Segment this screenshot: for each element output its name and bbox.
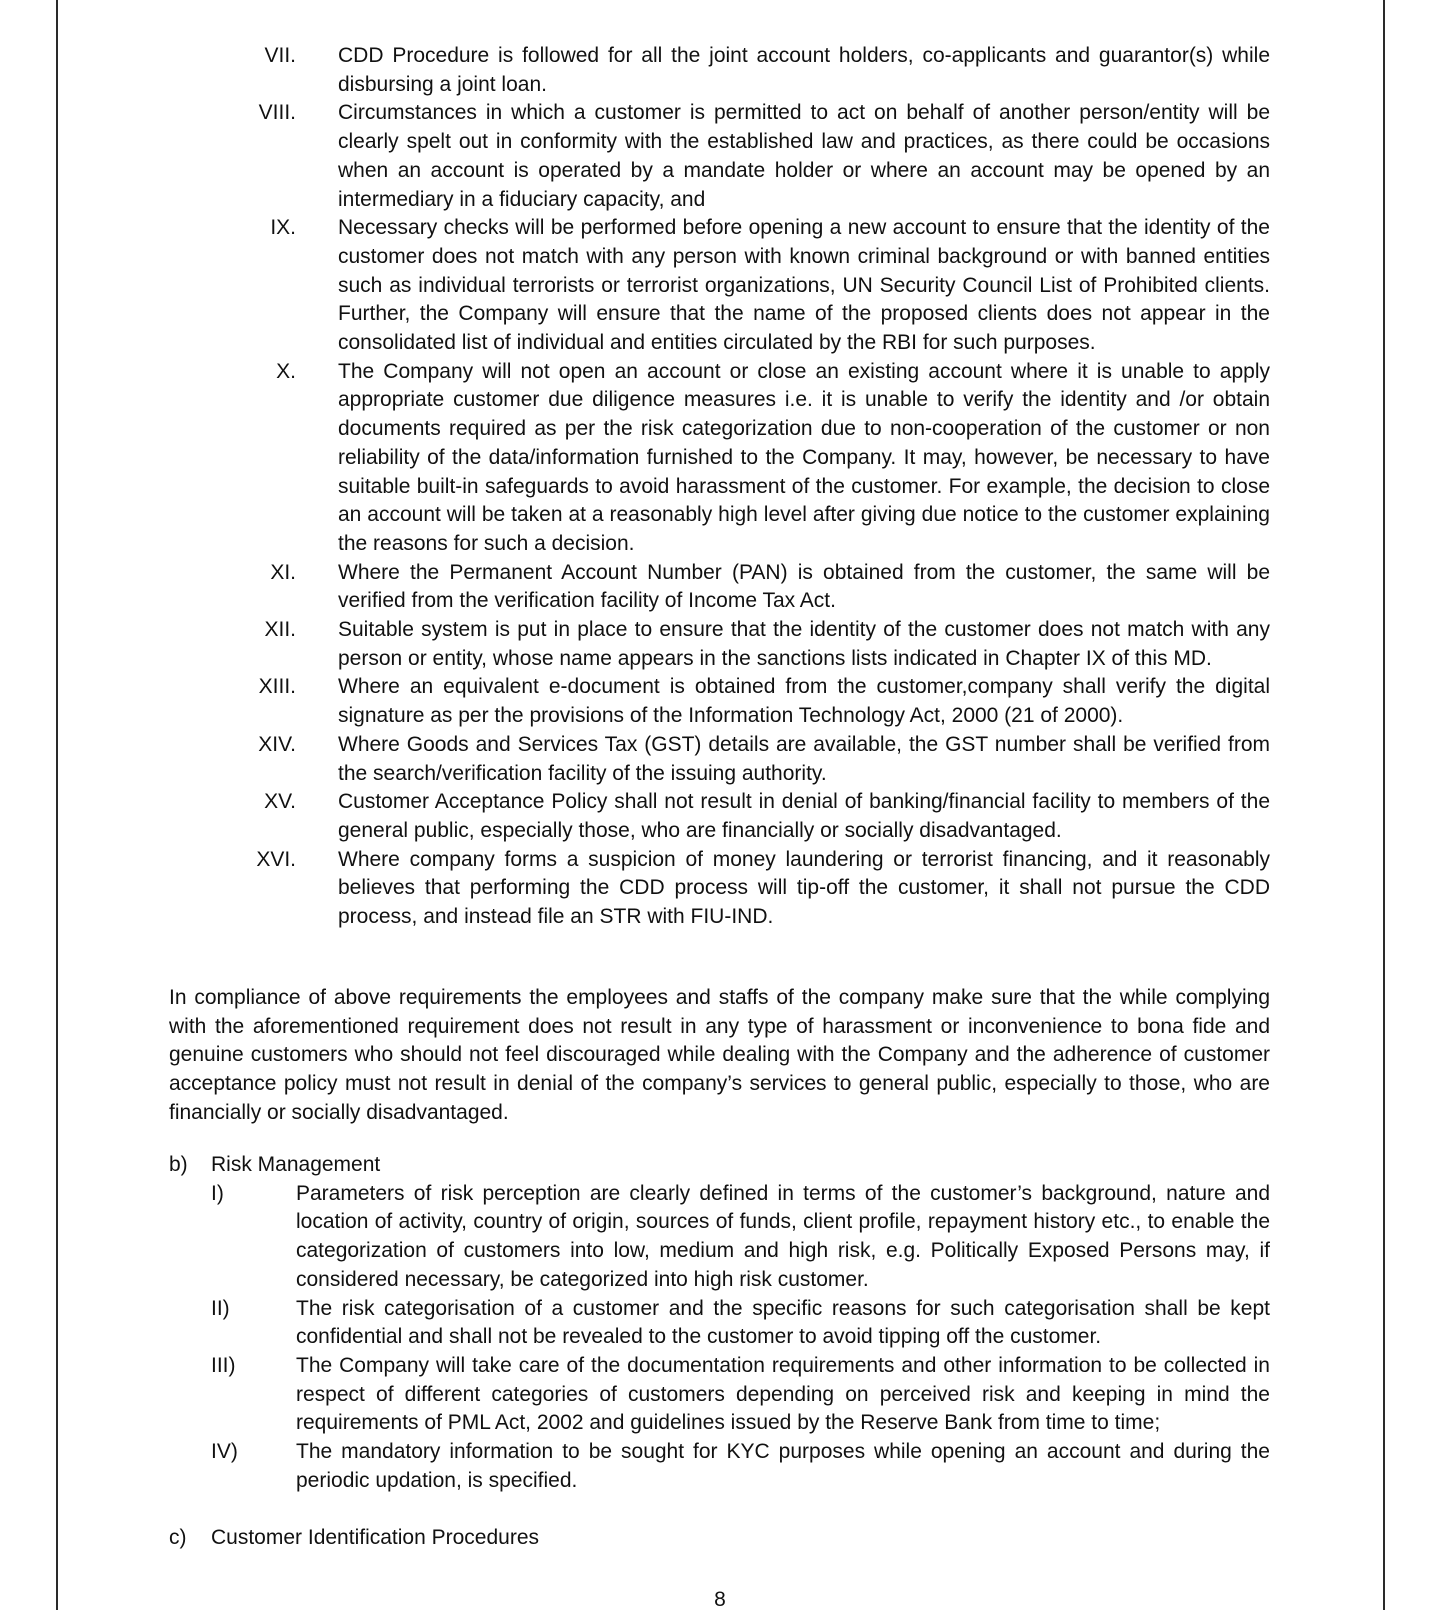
item-text: The Company will take care of the documentation requirements and other information to be collected in respect of different categories of customers depending on perceived risk and keeping in mind the requirements of PML Act, 2002 and guidelines issued by the Reserve Bank from time to time; <box>296 1353 1270 1435</box>
item-number: XVI. <box>256 847 296 871</box>
item-number: X. <box>276 359 296 383</box>
item-number: IX. <box>270 216 296 240</box>
list-item <box>230 731 1270 788</box>
item-text: Where Goods and Services Tax (GST) details are available, the GST number shall be verified from the search/verification facility of the issuing authority. <box>338 732 1270 785</box>
item-number: XII. <box>264 618 296 642</box>
risk-list <box>169 1180 1270 1496</box>
item-number: XIII. <box>258 675 296 699</box>
section-letter: b) <box>169 1153 188 1176</box>
list-item <box>230 673 1270 730</box>
page-border-left <box>56 0 58 1610</box>
list-item <box>230 214 1270 358</box>
list-item <box>230 358 1270 559</box>
item-text: CDD Procedure is followed for all the joint account holders, co-applicants and guarantor(s) while disbursing a joint loan. <box>338 44 1270 96</box>
list-item <box>169 1180 1270 1295</box>
section-heading <box>169 1151 1270 1180</box>
page-number: 8 <box>714 1588 726 1611</box>
item-text: Where the Permanent Account Number (PAN) is obtained from the customer, the same will be verified from the verification facility of Income Tax Act. <box>338 560 1270 613</box>
item-number: VII. <box>264 44 296 67</box>
list-item <box>169 1438 1270 1495</box>
section-title: Customer Identification Procedures <box>211 1526 539 1549</box>
section-letter: c) <box>169 1526 187 1549</box>
list-item <box>230 42 1270 99</box>
item-text: Where an equivalent e-document is obtained from the customer,company shall verify the digital signature as per the provisions of the Information Technology Act, 2000 (21 of 2000). <box>338 675 1270 728</box>
section-title: Risk Management <box>211 1153 381 1176</box>
item-number: XI. <box>270 560 296 584</box>
item-number: II) <box>211 1296 230 1320</box>
item-text: Customer Acceptance Policy shall not result in denial of banking/financial facility to members of the general public, especially those, who are financially or socially disadvantaged. <box>338 790 1270 842</box>
roman-numeral-list <box>230 42 1270 932</box>
item-text: The Company will not open an account or close an existing account where it is unable to apply appropriate customer due diligence measures i.e. it is unable to verify the identity and /or obtain documents required as per the risk categorization due to non-cooperation of the customer or non reliability of the data/information furnished to the Company. It may, however, be necessary to have suitable built-in safeguards to avoid harassment of the customer. For example, the decision to close an account will be taken at a reasonably high level after giving due notice to the customer explaining the reasons for such a decision. <box>338 359 1270 555</box>
item-text: Where company forms a suspicion of money laundering or terrorist financing, and it reasonably believes that performing the CDD process will tip-off the customer, it shall not pursue the CDD process, and instead file an STR with FIU-IND. <box>338 847 1270 929</box>
item-number: I) <box>211 1181 224 1205</box>
item-text: Necessary checks will be performed before opening a new account to ensure that the identity of the customer does not match with any person with known criminal background or with banned entities such as individual terrorists or terrorist organizations, UN Security Council List of Prohibited clients. Further, the Company will ensure that the name of the proposed clients does not appear in the consolidated list of individual and entities circulated by the RBI for such purposes. <box>338 216 1270 355</box>
list-item <box>230 559 1270 616</box>
item-number: IV) <box>211 1440 238 1464</box>
item-number: VIII. <box>258 101 296 125</box>
list-item <box>230 99 1270 214</box>
section-customer-identification <box>169 1524 539 1553</box>
item-text: Parameters of risk perception are clearly defined in terms of the customer’s background, nature and location of activity, country of origin, sources of funds, client profile, repayment history etc., to enable the categorization of customers into low, medium and high risk, e.g. Politically Exposed Persons may, if considered necessary, be categorized into high risk customer. <box>296 1181 1270 1291</box>
item-number: XIV. <box>258 732 296 756</box>
compliance-paragraph: In compliance of above requirements the employees and staffs of the company make sure that the while complying with the aforementioned requirement does not result in any type of harassment or inconvenience to bona fide and genuine customers who should not feel discouraged while dealing with the Company and the adherence of customer acceptance policy must not result in denial of the company’s services to general public, especially to those, who are financially or socially disadvantaged. <box>169 986 1270 1124</box>
list-item <box>169 1295 1270 1352</box>
list-item <box>230 616 1270 673</box>
page-border-right <box>1383 0 1385 1610</box>
item-text: Suitable system is put in place to ensure that the identity of the customer does not match with any person or entity, whose name appears in the sanctions lists indicated in Chapter IX of this MD. <box>338 618 1270 670</box>
item-text: The mandatory information to be sought for KYC purposes while opening an account and during the periodic updation, is specified. <box>296 1440 1270 1492</box>
item-text: The risk categorisation of a customer and the specific reasons for such categorisation shall be kept confidential and shall not be revealed to the customer to avoid tipping off the customer. <box>296 1296 1270 1349</box>
item-text: Circumstances in which a customer is permitted to act on behalf of another person/entity will be clearly spelt out in conformity with the established law and practices, as there could be occasions when an account is operated by a mandate holder or where an account may be opened by an intermediary in a fiduciary capacity, and <box>338 101 1270 211</box>
item-number: III) <box>211 1353 236 1377</box>
list-item <box>230 846 1270 932</box>
item-number: XV. <box>264 790 296 814</box>
list-item <box>169 1352 1270 1438</box>
list-item <box>230 788 1270 845</box>
section-risk-management <box>169 1151 1270 1495</box>
